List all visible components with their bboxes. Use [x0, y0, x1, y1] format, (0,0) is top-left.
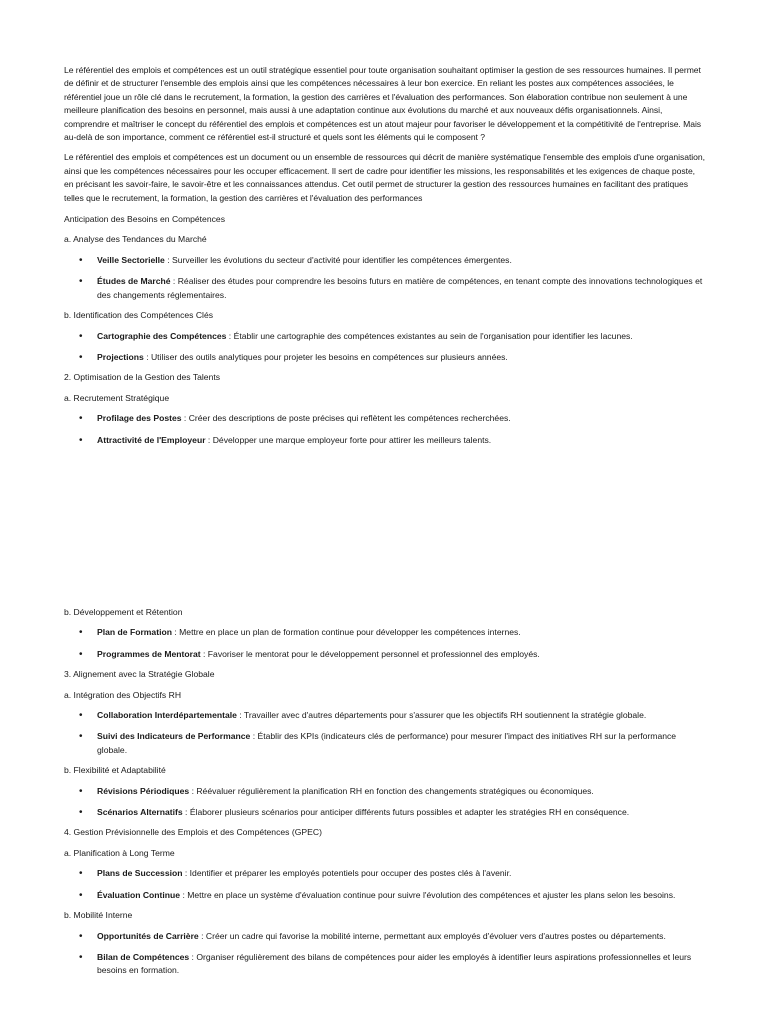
- list-item-text: : Créer des descriptions de poste précises qui reflètent les compétences recherchées.: [181, 413, 511, 424]
- bullet-list-recrutement: [64, 412, 706, 447]
- list-item-term: Évaluation Continue: [97, 889, 181, 900]
- section-heading-alignement: 3. Alignement avec la Stratégie Globale: [64, 669, 215, 680]
- list-item-term: Bilan de Compétences: [97, 951, 190, 962]
- list-item-text: : Réévaluer régulièrement la planification RH en fonction des changements stratégiques ou économiques.: [189, 785, 594, 796]
- list-item-text: : Favoriser le mentorat pour le développement personnel et professionnel des employés.: [200, 648, 540, 659]
- bullet-list-tendances: [64, 254, 706, 302]
- subsection-heading-recrutement: a. Recrutement Stratégique: [64, 392, 170, 403]
- list-item-term: Plans de Succession: [97, 868, 183, 879]
- list-item-text: : Travailler avec d'autres départements pour s'assurer que les objectifs RH soutiennent la stratégie globale.: [236, 710, 647, 721]
- intro-paragraph: Le référentiel des emplois et compétences est un outil stratégique essentiel pour toute organisation souhaitant optimiser la gestion de ses ressources humaines. Il permet de définir et de structurer l'ensemble des emplois ainsi que les compétences nécessaires à leur bon exercice. En reliant les postes aux compétences associées, le référentiel joue un rôle clé dans le recrutement, la formation, la gestion des carrières et l'évaluation des performances. Son élaboration contribue non seulement à une meilleure planification des besoins en personnel, mais aussi à une adaptation continue aux évolutions du marché et aux nouveaux défis organisationnels. Ainsi, comprendre et maîtriser le concept du référentiel des emplois et compétences est un atout majeur pour favoriser le développement et la compétitivité de l'entreprise. Mais au-delà de son importance, comment ce référentiel est-il structuré et quels sont les éléments qui le composent ?: [64, 65, 702, 143]
- bullet-list-competences-cles: [64, 330, 706, 365]
- definition-paragraph: Le référentiel des emplois et compétences est un document ou un ensemble de ressources qui décrit de manière systématique l'ensemble des emplois d'une organisation, ainsi que les compétences nécessaires pour les occuper efficacement. Il sert de cadre pour identifier les missions, les responsabilités et les exigences de chaque poste, en précisant les savoir-faire, le savoir-être et les connaissances attendus. Cet outil permet de structurer la gestion des ressources humaines en facilitant des pratiques telles que le recrutement, la formation, la gestion des carrières et l'évaluation des performances: [64, 152, 705, 203]
- list-item: [64, 412, 706, 425]
- list-item: [64, 730, 706, 757]
- bullet-list-integration: [64, 709, 706, 757]
- list-item: [64, 951, 706, 978]
- list-item-term: Opportunités de Carrière: [97, 930, 199, 941]
- list-item: [64, 626, 706, 639]
- list-item-text: : Établir une cartographie des compétences existantes au sein de l'organisation pour identifier les lacunes.: [226, 330, 633, 341]
- list-item-text: : Identifier et préparer les employés potentiels pour occuper des postes clés à l'avenir.: [182, 868, 512, 879]
- subsection-heading-planification: a. Planification à Long Terme: [64, 847, 175, 858]
- list-item: [64, 889, 706, 902]
- subsection-heading-competences-cles: b. Identification des Compétences Clés: [64, 310, 214, 321]
- list-item-text: : Réaliser des études pour comprendre les besoins futurs en matière de compétences, en tenant compte des innovations technologiques et des changements réglementaires.: [97, 276, 703, 300]
- subsection-heading-developpement: b. Développement et Rétention: [64, 607, 183, 617]
- list-item-text: : Utiliser des outils analytiques pour projeter les besoins en compétences sur plusieurs années.: [143, 351, 508, 362]
- list-item-term: Études de Marché: [97, 276, 171, 287]
- list-item-term: Veille Sectorielle: [97, 254, 165, 265]
- bullet-list-mobilite: [64, 930, 706, 978]
- section-heading-gpec: 4. Gestion Prévisionnelle des Emplois et des Compétences (GPEC): [64, 827, 322, 838]
- list-item-term: Suivi des Indicateurs de Performance: [97, 731, 251, 742]
- list-item-text: : Élaborer plusieurs scénarios pour anticiper différents futurs possibles et adapter les stratégies RH en conséquence.: [182, 807, 630, 818]
- list-item: [64, 275, 706, 302]
- list-item-term: Scénarios Alternatifs: [97, 807, 183, 818]
- list-item: [64, 867, 706, 880]
- subsection-heading-integration: a. Intégration des Objectifs RH: [64, 689, 182, 700]
- list-item-term: Profilage des Postes: [97, 413, 182, 424]
- list-item: [64, 648, 706, 661]
- list-item: [64, 330, 706, 343]
- bullet-list-planification: [64, 867, 706, 902]
- subsection-heading-flexibilite: b. Flexibilité et Adaptabilité: [64, 765, 166, 776]
- subsection-heading-tendances: a. Analyse des Tendances du Marché: [64, 234, 207, 245]
- list-item: [64, 930, 706, 943]
- section-heading-talents: 2. Optimisation de la Gestion des Talents: [64, 372, 221, 383]
- list-item: [64, 806, 706, 819]
- list-item-text: : Organiser régulièrement des bilans de compétences pour aider les employés à identifier leurs aspirations professionnelles et leurs besoins en formation.: [97, 951, 692, 976]
- list-item-text: : Surveiller les évolutions du secteur d'activité pour identifier les compétences émergentes.: [164, 254, 512, 265]
- list-item-term: Cartographie des Compétences: [97, 330, 227, 341]
- list-item-term: Collaboration Interdépartementale: [97, 710, 237, 721]
- list-item-text: : Établir des KPIs (indicateurs clés de performance) pour mesurer l'impact des initiatives RH sur la performance globale.: [97, 731, 677, 755]
- list-item: [64, 434, 706, 447]
- section-heading-anticipation: Anticipation des Besoins en Compétences: [64, 214, 225, 225]
- list-item: [64, 709, 706, 722]
- list-item-term: Attractivité de l'Employeur: [97, 434, 206, 445]
- document-lower-block: [64, 606, 706, 978]
- list-item-term: Programmes de Mentorat: [97, 648, 201, 659]
- bullet-list-flexibilite: [64, 785, 706, 820]
- list-item-term: Révisions Périodiques: [97, 785, 190, 796]
- list-item-text: : Créer un cadre qui favorise la mobilité interne, permettant aux employés d'évoluer vers d'autres postes ou départements.: [198, 930, 666, 941]
- list-item-text: : Mettre en place un plan de formation continue pour développer les compétences internes.: [171, 627, 521, 638]
- subsection-heading-mobilite: b. Mobilité Interne: [64, 910, 133, 921]
- list-item-term: Plan de Formation: [97, 627, 172, 638]
- list-item-term: Projections: [97, 351, 144, 362]
- list-item: [64, 254, 706, 267]
- list-item-text: : Mettre en place un système d'évaluation continue pour suivre l'évolution des compétences et ajuster les plans selon les besoins.: [180, 889, 676, 900]
- list-item: [64, 785, 706, 798]
- document-upper-block: [64, 64, 706, 447]
- list-item: [64, 351, 706, 364]
- bullet-list-developpement: [64, 626, 706, 661]
- list-item-text: : Développer une marque employeur forte pour attirer les meilleurs talents.: [205, 434, 492, 445]
